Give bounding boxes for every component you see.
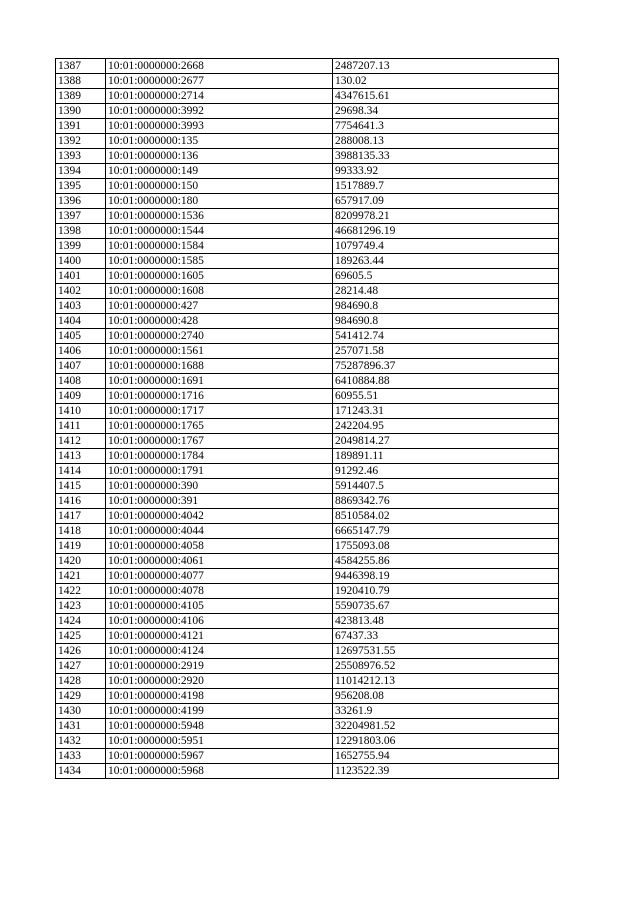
cadastral-number-cell: 10:01:0000000:1544 <box>106 224 333 239</box>
cadastral-number-cell: 10:01:0000000:1691 <box>106 374 333 389</box>
table-row <box>56 74 559 89</box>
table-row <box>56 209 559 224</box>
value-cell: 8510584.02 <box>333 509 559 524</box>
cadastral-number-cell: 10:01:0000000:1717 <box>106 404 333 419</box>
value-cell: 171243.31 <box>333 404 559 419</box>
table-row <box>56 734 559 749</box>
row-number-cell: 1406 <box>56 344 106 359</box>
value-cell: 8209978.21 <box>333 209 559 224</box>
cadastral-number-cell: 10:01:0000000:1585 <box>106 254 333 269</box>
value-cell: 257071.58 <box>333 344 559 359</box>
table-row <box>56 674 559 689</box>
value-cell: 46681296.19 <box>333 224 559 239</box>
cadastral-number-cell: 10:01:0000000:3993 <box>106 119 333 134</box>
row-number-cell: 1387 <box>56 59 106 74</box>
row-number-cell: 1394 <box>56 164 106 179</box>
cadastral-number-cell: 10:01:0000000:4061 <box>106 554 333 569</box>
cadastral-number-cell: 10:01:0000000:136 <box>106 149 333 164</box>
row-number-cell: 1405 <box>56 329 106 344</box>
table-row <box>56 404 559 419</box>
value-cell: 75287896.37 <box>333 359 559 374</box>
table-row <box>56 164 559 179</box>
table-row <box>56 584 559 599</box>
row-number-cell: 1390 <box>56 104 106 119</box>
value-cell: 956208.08 <box>333 689 559 704</box>
value-cell: 12697531.55 <box>333 644 559 659</box>
row-number-cell: 1425 <box>56 629 106 644</box>
row-number-cell: 1420 <box>56 554 106 569</box>
value-cell: 189263.44 <box>333 254 559 269</box>
cadastral-number-cell: 10:01:0000000:1765 <box>106 419 333 434</box>
value-cell: 69605.5 <box>333 269 559 284</box>
row-number-cell: 1395 <box>56 179 106 194</box>
cadastral-number-cell: 10:01:0000000:2919 <box>106 659 333 674</box>
table-row <box>56 284 559 299</box>
table-row <box>56 434 559 449</box>
value-cell: 1517889.7 <box>333 179 559 194</box>
value-cell: 12291803.06 <box>333 734 559 749</box>
table-row <box>56 599 559 614</box>
table-row <box>56 749 559 764</box>
row-number-cell: 1430 <box>56 704 106 719</box>
cadastral-number-cell: 10:01:0000000:4106 <box>106 614 333 629</box>
value-cell: 6410884.88 <box>333 374 559 389</box>
row-number-cell: 1389 <box>56 89 106 104</box>
table-row <box>56 314 559 329</box>
table-row <box>56 374 559 389</box>
value-cell: 2049814.27 <box>333 434 559 449</box>
row-number-cell: 1410 <box>56 404 106 419</box>
table-row <box>56 254 559 269</box>
value-cell: 1079749.4 <box>333 239 559 254</box>
row-number-cell: 1398 <box>56 224 106 239</box>
cadastral-number-cell: 10:01:0000000:135 <box>106 134 333 149</box>
row-number-cell: 1399 <box>56 239 106 254</box>
cadastral-number-cell: 10:01:0000000:4198 <box>106 689 333 704</box>
value-cell: 423813.48 <box>333 614 559 629</box>
table-row <box>56 539 559 554</box>
table-row <box>56 509 559 524</box>
row-number-cell: 1422 <box>56 584 106 599</box>
value-cell: 11014212.13 <box>333 674 559 689</box>
row-number-cell: 1424 <box>56 614 106 629</box>
row-number-cell: 1412 <box>56 434 106 449</box>
table-row <box>56 179 559 194</box>
cadastral-number-cell: 10:01:0000000:1688 <box>106 359 333 374</box>
row-number-cell: 1429 <box>56 689 106 704</box>
table-row <box>56 344 559 359</box>
row-number-cell: 1391 <box>56 119 106 134</box>
row-number-cell: 1402 <box>56 284 106 299</box>
row-number-cell: 1392 <box>56 134 106 149</box>
value-cell: 1755093.08 <box>333 539 559 554</box>
cadastral-number-cell: 10:01:0000000:1791 <box>106 464 333 479</box>
value-cell: 60955.51 <box>333 389 559 404</box>
value-cell: 4347615.61 <box>333 89 559 104</box>
row-number-cell: 1396 <box>56 194 106 209</box>
value-cell: 7754641.3 <box>333 119 559 134</box>
cadastral-number-cell: 10:01:0000000:2740 <box>106 329 333 344</box>
cadastral-number-cell: 10:01:0000000:4121 <box>106 629 333 644</box>
value-cell: 33261.9 <box>333 704 559 719</box>
cadastral-number-cell: 10:01:0000000:150 <box>106 179 333 194</box>
row-number-cell: 1408 <box>56 374 106 389</box>
value-cell: 189891.11 <box>333 449 559 464</box>
cadastral-number-cell: 10:01:0000000:391 <box>106 494 333 509</box>
cadastral-number-cell: 10:01:0000000:1584 <box>106 239 333 254</box>
cadastral-number-cell: 10:01:0000000:4199 <box>106 704 333 719</box>
cadastral-number-cell: 10:01:0000000:2714 <box>106 89 333 104</box>
value-cell: 32204981.52 <box>333 719 559 734</box>
cadastral-number-cell: 10:01:0000000:1608 <box>106 284 333 299</box>
row-number-cell: 1414 <box>56 464 106 479</box>
cadastral-number-cell: 10:01:0000000:2677 <box>106 74 333 89</box>
table-row <box>56 494 559 509</box>
row-number-cell: 1393 <box>56 149 106 164</box>
value-cell: 25508976.52 <box>333 659 559 674</box>
value-cell: 91292.46 <box>333 464 559 479</box>
table-row <box>56 194 559 209</box>
cadastral-number-cell: 10:01:0000000:2920 <box>106 674 333 689</box>
value-cell: 1123522.39 <box>333 764 559 779</box>
value-cell: 99333.92 <box>333 164 559 179</box>
cadastral-number-cell: 10:01:0000000:180 <box>106 194 333 209</box>
cadastral-number-cell: 10:01:0000000:1716 <box>106 389 333 404</box>
cadastral-number-cell: 10:01:0000000:149 <box>106 164 333 179</box>
table-row <box>56 149 559 164</box>
cadastral-number-cell: 10:01:0000000:5968 <box>106 764 333 779</box>
cadastral-number-cell: 10:01:0000000:390 <box>106 479 333 494</box>
table-row <box>56 464 559 479</box>
cadastral-number-cell: 10:01:0000000:1767 <box>106 434 333 449</box>
table-row <box>56 239 559 254</box>
row-number-cell: 1407 <box>56 359 106 374</box>
row-number-cell: 1419 <box>56 539 106 554</box>
cadastral-number-cell: 10:01:0000000:1605 <box>106 269 333 284</box>
table-row <box>56 614 559 629</box>
row-number-cell: 1421 <box>56 569 106 584</box>
value-cell: 984690.8 <box>333 299 559 314</box>
cadastral-number-cell: 10:01:0000000:4044 <box>106 524 333 539</box>
table-row <box>56 134 559 149</box>
cadastral-number-cell: 10:01:0000000:4077 <box>106 569 333 584</box>
cadastral-number-cell: 10:01:0000000:427 <box>106 299 333 314</box>
cadastral-number-cell: 10:01:0000000:2668 <box>106 59 333 74</box>
row-number-cell: 1413 <box>56 449 106 464</box>
cadastral-number-cell: 10:01:0000000:3992 <box>106 104 333 119</box>
cadastral-number-cell: 10:01:0000000:428 <box>106 314 333 329</box>
value-cell: 984690.8 <box>333 314 559 329</box>
table-row <box>56 299 559 314</box>
row-number-cell: 1431 <box>56 719 106 734</box>
row-number-cell: 1388 <box>56 74 106 89</box>
value-cell: 67437.33 <box>333 629 559 644</box>
value-cell: 6665147.79 <box>333 524 559 539</box>
table-row <box>56 269 559 284</box>
cadastral-number-cell: 10:01:0000000:4042 <box>106 509 333 524</box>
table-row <box>56 629 559 644</box>
cadastral-number-cell: 10:01:0000000:4124 <box>106 644 333 659</box>
value-cell: 541412.74 <box>333 329 559 344</box>
row-number-cell: 1416 <box>56 494 106 509</box>
table-row <box>56 329 559 344</box>
cadastral-number-cell: 10:01:0000000:4105 <box>106 599 333 614</box>
cadastral-number-cell: 10:01:0000000:5948 <box>106 719 333 734</box>
row-number-cell: 1417 <box>56 509 106 524</box>
row-number-cell: 1434 <box>56 764 106 779</box>
value-cell: 1652755.94 <box>333 749 559 764</box>
table-row <box>56 764 559 779</box>
table-row <box>56 104 559 119</box>
table-row <box>56 704 559 719</box>
value-cell: 657917.09 <box>333 194 559 209</box>
row-number-cell: 1401 <box>56 269 106 284</box>
cadastral-number-cell: 10:01:0000000:1561 <box>106 344 333 359</box>
value-cell: 5914407.5 <box>333 479 559 494</box>
value-cell: 130.02 <box>333 74 559 89</box>
cadastral-number-cell: 10:01:0000000:5951 <box>106 734 333 749</box>
value-cell: 28214.48 <box>333 284 559 299</box>
table-row <box>56 449 559 464</box>
row-number-cell: 1418 <box>56 524 106 539</box>
value-cell: 3988135.33 <box>333 149 559 164</box>
value-cell: 8869342.76 <box>333 494 559 509</box>
value-cell: 4584255.86 <box>333 554 559 569</box>
cadastral-number-cell: 10:01:0000000:4058 <box>106 539 333 554</box>
cadastral-number-cell: 10:01:0000000:5967 <box>106 749 333 764</box>
table-row <box>56 359 559 374</box>
table-row <box>56 389 559 404</box>
row-number-cell: 1426 <box>56 644 106 659</box>
table-row <box>56 89 559 104</box>
table-row <box>56 689 559 704</box>
cadastral-number-cell: 10:01:0000000:4078 <box>106 584 333 599</box>
table-row <box>56 524 559 539</box>
table-row <box>56 719 559 734</box>
table-row <box>56 644 559 659</box>
row-number-cell: 1428 <box>56 674 106 689</box>
row-number-cell: 1404 <box>56 314 106 329</box>
cadastral-number-cell: 10:01:0000000:1536 <box>106 209 333 224</box>
row-number-cell: 1409 <box>56 389 106 404</box>
row-number-cell: 1432 <box>56 734 106 749</box>
table-row <box>56 659 559 674</box>
cadastral-table <box>55 58 559 779</box>
table-row <box>56 419 559 434</box>
table-row <box>56 224 559 239</box>
value-cell: 288008.13 <box>333 134 559 149</box>
value-cell: 242204.95 <box>333 419 559 434</box>
table-row <box>56 479 559 494</box>
table-row <box>56 59 559 74</box>
value-cell: 5590735.67 <box>333 599 559 614</box>
row-number-cell: 1411 <box>56 419 106 434</box>
row-number-cell: 1423 <box>56 599 106 614</box>
cadastral-number-cell: 10:01:0000000:1784 <box>106 449 333 464</box>
table-body <box>56 59 559 779</box>
table-row <box>56 569 559 584</box>
row-number-cell: 1427 <box>56 659 106 674</box>
row-number-cell: 1433 <box>56 749 106 764</box>
row-number-cell: 1403 <box>56 299 106 314</box>
row-number-cell: 1415 <box>56 479 106 494</box>
value-cell: 29698.34 <box>333 104 559 119</box>
table-row <box>56 119 559 134</box>
row-number-cell: 1400 <box>56 254 106 269</box>
table-row <box>56 554 559 569</box>
value-cell: 1920410.79 <box>333 584 559 599</box>
value-cell: 2487207.13 <box>333 59 559 74</box>
row-number-cell: 1397 <box>56 209 106 224</box>
value-cell: 9446398.19 <box>333 569 559 584</box>
